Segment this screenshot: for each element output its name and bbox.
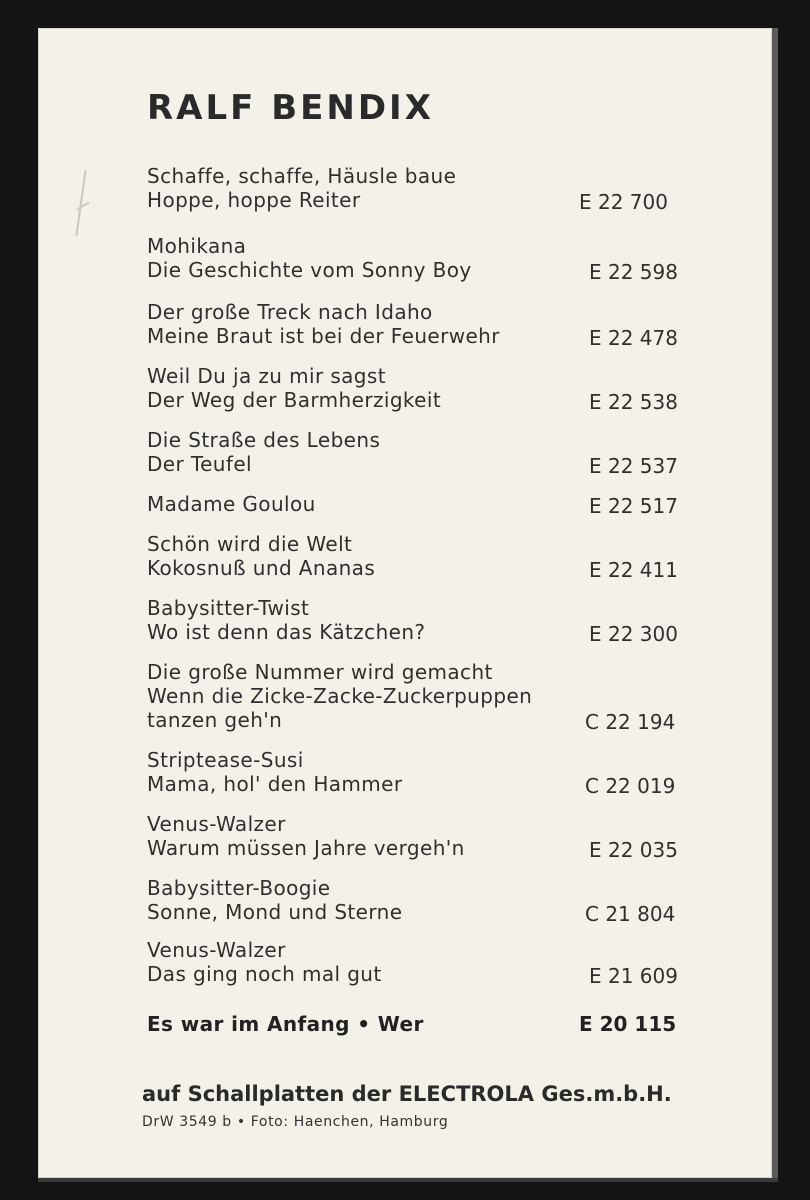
catalog-number: E 22 517 <box>589 494 678 518</box>
song-title: Babysitter-Twist <box>147 596 310 620</box>
catalog-number: C 21 804 <box>585 902 676 926</box>
song-title: Wo ist denn das Kätzchen? <box>147 620 426 644</box>
photo-credit: DrW 3549 b • Foto: Haenchen, Hamburg <box>142 1114 449 1130</box>
song-title: Venus-Walzer <box>147 938 286 962</box>
song-title: Der Weg der Barmherzigkeit <box>147 388 442 412</box>
record-entry <box>147 596 707 644</box>
song-title: Hoppe, hoppe Reiter <box>147 188 361 212</box>
song-title: Meine Braut ist bei der Feuerwehr <box>147 324 500 348</box>
song-title: Der Teufel <box>147 452 252 476</box>
catalog-number: E 22 411 <box>589 558 678 582</box>
song-title: Venus-Walzer <box>147 812 286 836</box>
song-title: Der große Treck nach Idaho <box>147 300 433 324</box>
record-entry <box>147 428 707 476</box>
catalog-number: E 22 538 <box>589 390 678 414</box>
song-title: Warum müssen Jahre vergeh'n <box>147 836 465 860</box>
song-title: Die Geschichte vom Sonny Boy <box>147 258 472 282</box>
catalog-number: E 22 700 <box>579 190 668 214</box>
artist-title: RALF BENDIX <box>147 88 434 128</box>
song-title: Es war im Anfang • Wer <box>147 1012 424 1036</box>
catalog-number: E 20 115 <box>579 1012 677 1036</box>
catalog-number: C 22 194 <box>585 710 676 734</box>
catalog-number: E 22 035 <box>589 838 678 862</box>
record-entry <box>147 164 707 212</box>
record-entry <box>147 748 707 796</box>
record-entry <box>147 300 707 348</box>
record-entry <box>147 234 707 282</box>
label-credit: auf Schallplatten der ELECTROLA Ges.m.b.H. <box>142 1082 672 1106</box>
song-title: Schaffe, schaffe, Häusle baue <box>147 164 457 188</box>
song-title: Babysitter-Boogie <box>147 876 331 900</box>
record-entry <box>147 364 707 412</box>
catalog-number: C 22 019 <box>585 774 676 798</box>
record-entry <box>147 876 707 924</box>
song-title: Weil Du ja zu mir sagst <box>147 364 386 388</box>
song-title: Wenn die Zicke-Zacke-Zuckerpuppen <box>147 684 533 708</box>
song-title: Madame Goulou <box>147 492 316 516</box>
song-title: Mama, hol' den Hammer <box>147 772 403 796</box>
record-entry <box>147 660 707 732</box>
catalog-number: E 22 300 <box>589 622 678 646</box>
record-entry <box>147 532 707 580</box>
song-title: Das ging noch mal gut <box>147 962 382 986</box>
record-entry <box>147 812 707 860</box>
record-entry <box>147 938 707 986</box>
song-title: Schön wird die Welt <box>147 532 353 556</box>
record-entry <box>147 1012 707 1036</box>
song-title: Die Straße des Lebens <box>147 428 381 452</box>
song-title: Mohikana <box>147 234 247 258</box>
song-title: Die große Nummer wird gemacht <box>147 660 493 684</box>
song-title: tanzen geh'n <box>147 708 283 732</box>
song-title: Kokosnuß und Ananas <box>147 556 376 580</box>
catalog-number: E 22 478 <box>589 326 678 350</box>
catalog-number: E 22 598 <box>589 260 678 284</box>
record-entry <box>147 492 707 516</box>
song-title: Sonne, Mond und Sterne <box>147 900 403 924</box>
song-title: Striptease-Susi <box>147 748 304 772</box>
catalog-number: E 21 609 <box>589 964 678 988</box>
catalog-number: E 22 537 <box>589 454 678 478</box>
